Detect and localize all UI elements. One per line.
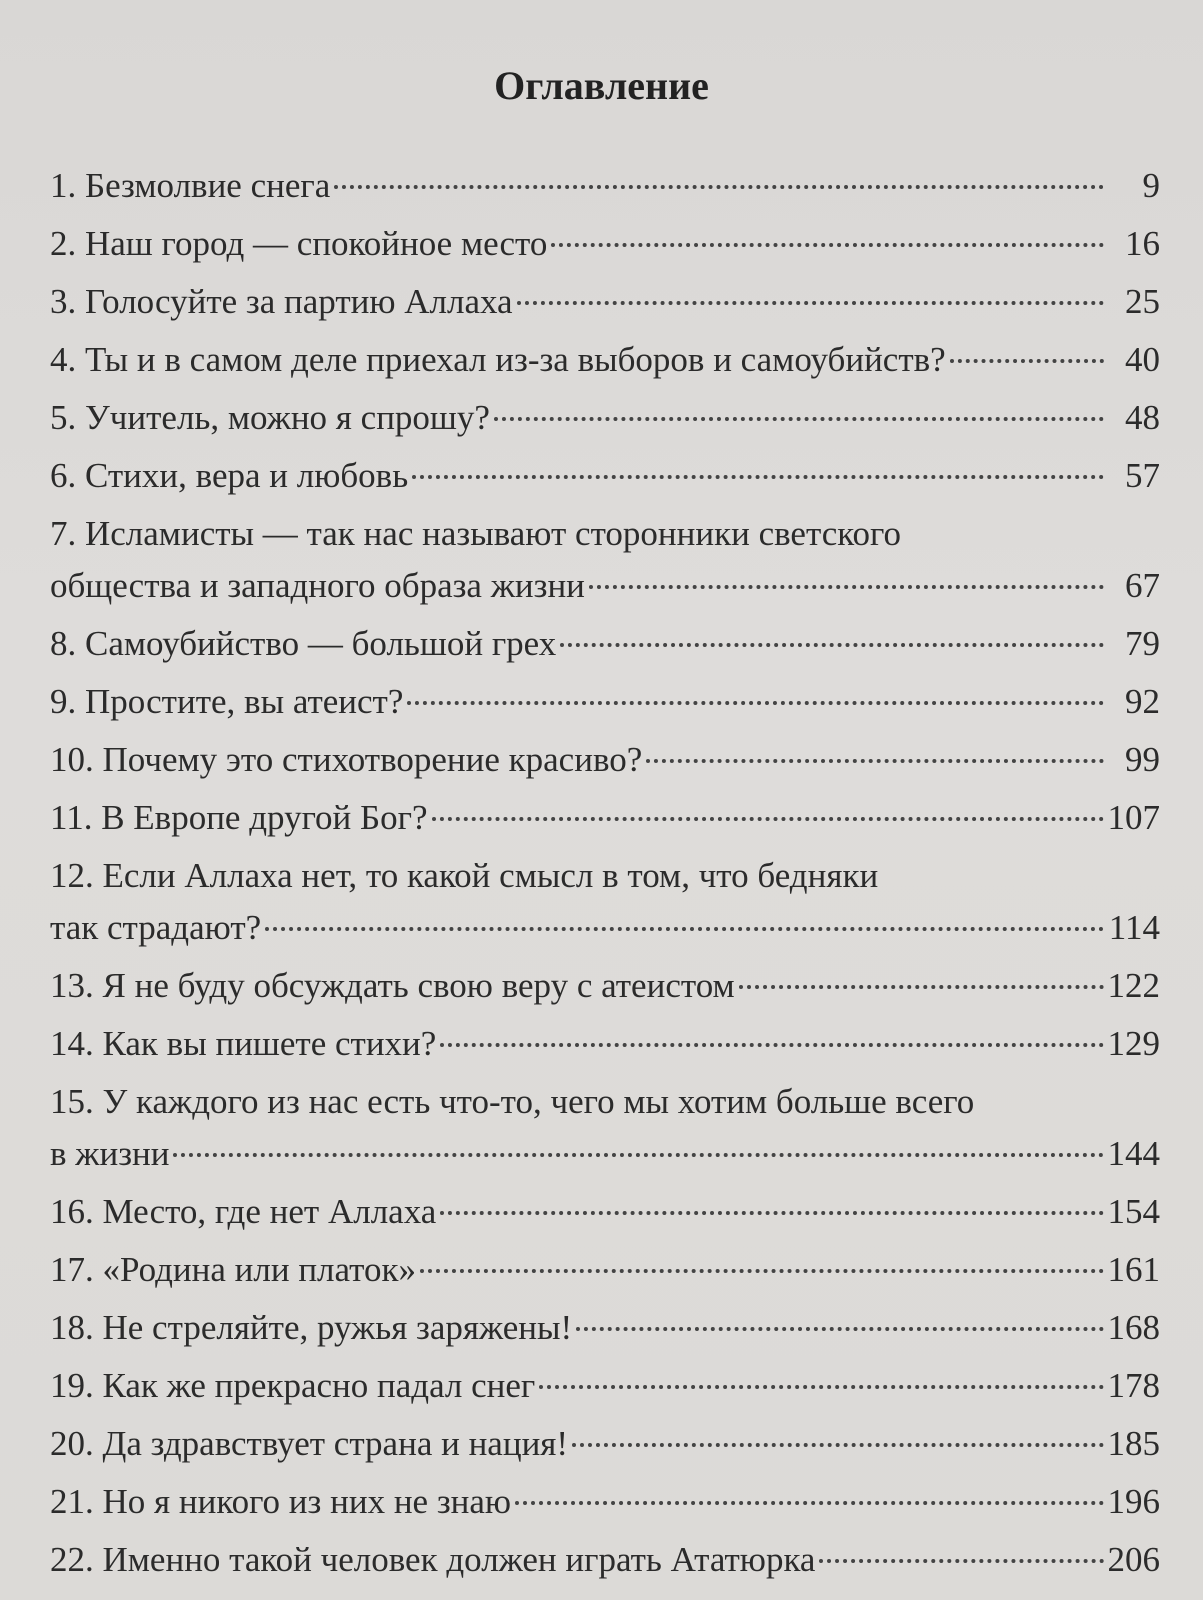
toc-entry-title: 13. Я не буду обсуждать свою веру с атеистом [50,966,735,1005]
dot-leader [589,585,1104,589]
toc-entry-title: 22. Именно такой человек должен играть Ататюрка [50,1540,816,1579]
toc-entry-page-number: 16 [1125,224,1160,263]
toc-entry[interactable] [50,218,1160,276]
toc-entry-title: 8. Самоубийство — большой грех [50,624,557,663]
toc-entry-page-number: 57 [1125,456,1160,495]
toc-entry-title: 4. Ты и в самом деле приехал из-за выборов и самоубийств? [50,340,946,379]
toc-entry-page-number: 79 [1125,624,1160,663]
toc-entry[interactable] [50,1244,1160,1302]
dot-leader [173,1153,1103,1157]
dot-leader [551,243,1104,247]
toc-entry-title: 16. Место, где нет Аллаха [50,1192,437,1231]
toc-entry-title: 20. Да здравствует страна и нация! [50,1424,569,1463]
toc-entry[interactable] [50,450,1160,508]
toc-entry-title: 17. «Родина или платок» [50,1250,416,1289]
toc-entry[interactable] [50,1302,1160,1360]
dot-leader [265,927,1104,931]
dot-leader [572,1443,1103,1447]
toc-entry-page-number: 107 [1107,798,1160,837]
dot-leader [646,759,1104,763]
toc-entry-page-number: 67 [1125,566,1160,605]
toc-entry[interactable] [50,1076,1160,1186]
dot-leader [440,1043,1103,1047]
toc-entry[interactable] [50,960,1160,1018]
dot-leader [739,985,1104,989]
toc-entry[interactable] [50,618,1160,676]
toc-entry-page-number: 25 [1125,282,1160,321]
toc-entry[interactable] [50,1534,1160,1592]
toc-entry-title-line1: 7. Исламисты — так нас называют сторонники светского [50,514,901,553]
toc-entry-page-number: 161 [1107,1250,1160,1289]
toc-entry[interactable] [50,392,1160,450]
dot-leader [819,1559,1103,1563]
toc-entry-page-number: 99 [1125,740,1160,779]
toc-entry-title: 9. Простите, вы атеист? [50,682,404,721]
toc-entry-title: 5. Учитель, можно я спрошу? [50,398,490,437]
toc-entry[interactable] [50,276,1160,334]
toc-entry-title: 10. Почему это стихотворение красиво? [50,740,643,779]
toc-entry-title-line1: 15. У каждого из нас есть что-то, чего мы хотим больше всего [50,1082,975,1121]
toc-entry-page-number: 40 [1125,340,1160,379]
toc-entry-page-number: 48 [1125,398,1160,437]
toc-entry[interactable] [50,734,1160,792]
toc-entry-title: 2. Наш город — спокойное место [50,224,548,263]
toc-entry-page-number: 129 [1107,1024,1160,1063]
toc-entry[interactable] [50,508,1160,618]
toc-entry[interactable] [50,1186,1160,1244]
toc-entry-page-number: 114 [1108,908,1160,947]
dot-leader [494,417,1104,421]
toc-entry-title-line1: 12. Если Аллаха нет, то какой смысл в том, что бедняки [50,856,879,895]
toc-entry-title: 3. Голосуйте за партию Аллаха [50,282,513,321]
toc-entry-title: общества и западного образа жизни [50,566,585,605]
dot-leader [560,643,1104,647]
toc-entry-title: так страдают? [50,908,262,947]
toc-entry-page-number: 185 [1107,1424,1160,1463]
dot-leader [440,1211,1103,1215]
dot-leader [950,359,1104,363]
toc-entry-page-number: 92 [1125,682,1160,721]
toc-entry-page-number: 144 [1107,1134,1160,1173]
page-title: Оглавление [494,63,709,108]
dot-leader [412,475,1104,479]
toc-entry[interactable] [50,1476,1160,1534]
toc-entry[interactable] [50,1018,1160,1076]
toc-entry-page-number: 154 [1107,1192,1160,1231]
toc-entry[interactable] [50,1360,1160,1418]
toc-entry[interactable] [50,792,1160,850]
dot-leader [515,1501,1103,1505]
dot-leader [407,701,1104,705]
toc-entry[interactable] [50,850,1160,960]
bleed-through-text [40,2,1163,32]
toc-entry[interactable] [50,160,1160,218]
toc-entry-page-number: 196 [1107,1482,1160,1521]
toc-entry[interactable] [50,334,1160,392]
toc-entry[interactable] [50,1418,1160,1476]
dot-leader [432,817,1104,821]
toc-entry-title: 14. Как вы пишете стихи? [50,1024,437,1063]
toc-entry-page-number: 9 [1142,166,1160,205]
toc-entry-title: 11. В Европе другой Бог? [50,798,428,837]
toc-entry-title: в жизни [50,1134,170,1173]
toc-entry-page-number: 206 [1107,1540,1160,1579]
toc-entry[interactable] [50,676,1160,734]
toc-entry-page-number: 178 [1107,1366,1160,1405]
toc-entry-page-number: 122 [1107,966,1160,1005]
dot-leader [517,301,1104,305]
dot-leader [420,1269,1104,1273]
toc-entry-title: 6. Стихи, вера и любовь [50,456,409,495]
toc-entry-title: 19. Как же прекрасно падал снег [50,1366,536,1405]
dot-leader [539,1385,1103,1389]
dot-leader [334,185,1104,189]
toc-entry-title: 1. Безмолвие снега [50,166,331,205]
table-of-contents [50,160,1160,1592]
toc-entry-page-number: 168 [1107,1308,1160,1347]
toc-entry-title: 18. Не стреляйте, ружья заряжены! [50,1308,573,1347]
toc-entry-title: 21. Но я никого из них не знаю [50,1482,512,1521]
dot-leader [576,1327,1103,1331]
